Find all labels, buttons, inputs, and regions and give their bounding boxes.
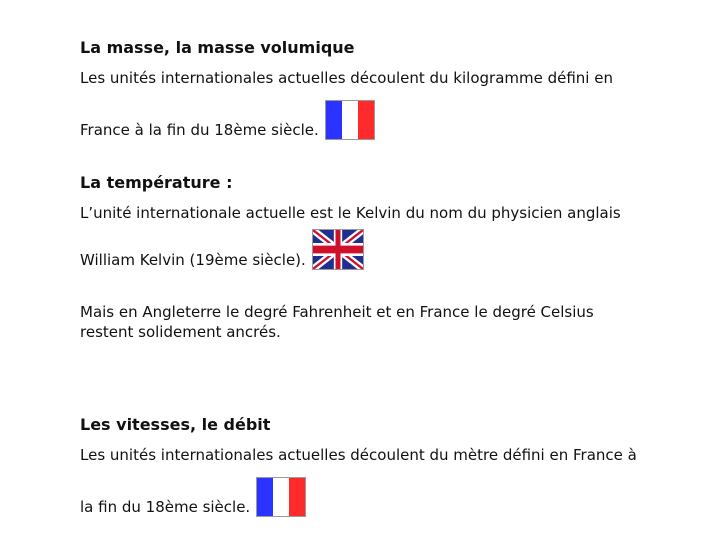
paragraph-row: [80, 229, 621, 270]
paragraph-line: la fin du 18ème siècle.: [80, 498, 251, 516]
section-title: Les vitesses, le débit: [80, 415, 271, 434]
paragraph-line: Les unités internationales actuelles découlent du kilogramme défini en: [80, 69, 613, 87]
paragraph-line: Les unités internationales actuelles découlent du mètre défini en France à: [80, 446, 637, 464]
paragraph-line: L’unité internationale actuelle est le Kelvin du nom du physicien anglais: [80, 204, 621, 222]
paragraph-line: Mais en Angleterre le degré Fahrenheit et en France le degré Celsius: [80, 303, 594, 321]
paragraph-line: William Kelvin (19ème siècle).: [80, 251, 306, 269]
france-flag-icon: [325, 100, 375, 140]
section-title: La masse, la masse volumique: [80, 38, 355, 57]
paragraph-row: [80, 100, 613, 140]
section-speed: [80, 415, 637, 517]
section-title: La température :: [80, 173, 233, 192]
paragraph-line: restent solidement ancrés.: [80, 323, 281, 341]
section-mass: [80, 38, 613, 140]
france-flag-icon: [256, 477, 306, 517]
section-temperature: [80, 173, 621, 342]
uk-flag-icon: [312, 229, 364, 270]
paragraph-line: France à la fin du 18ème siècle.: [80, 121, 319, 139]
paragraph-row: [80, 477, 637, 517]
